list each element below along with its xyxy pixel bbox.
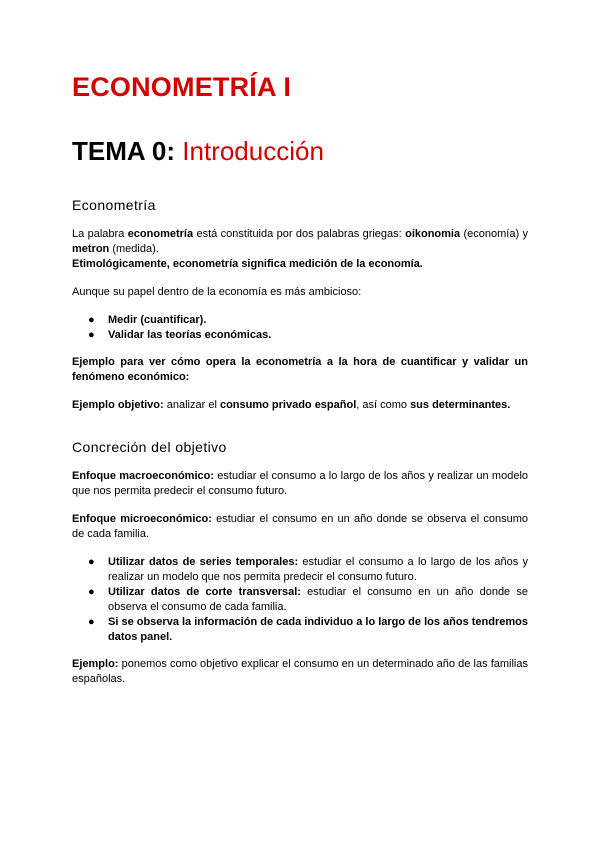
text-run: (medida). (109, 243, 159, 255)
objective-subject: consumo privado español (219, 399, 357, 411)
section-concrecion (72, 439, 528, 687)
term-econometria: econometría (127, 228, 194, 240)
example-text: ponemos como objetivo explicar el consumo en un determinado año de las familias españolas. (72, 658, 528, 685)
objective-determinants: sus determinantes. (410, 399, 511, 411)
list-item-label: Utilizar datos de corte transversal: (108, 586, 301, 598)
bullet-icon: ● (88, 329, 95, 341)
bullet-icon: ● (88, 556, 95, 568)
micro-text: estudiar el consumo en un año donde se observa el consumo de cada familia. (72, 513, 528, 540)
text-run: está constituida por dos palabras griegas: (193, 228, 406, 240)
list-item-text: estudiar el consumo en un año donde se observa el consumo de cada familia. (108, 586, 529, 613)
list-item-text: Medir (cuantificar). (108, 314, 207, 326)
macro-label: Enfoque macroeconómico: (72, 470, 215, 482)
etymology-paragraph (72, 257, 528, 272)
list-item (72, 585, 528, 615)
bullet-icon: ● (88, 314, 95, 326)
example-intro-paragraph (72, 355, 528, 385)
objective-paragraph (72, 398, 528, 413)
definition-paragraph (72, 227, 528, 257)
etymology-text: Etimológicamente, econometría significa medición de la economía. (72, 258, 423, 270)
data-types-list (72, 555, 528, 645)
micro-paragraph (72, 512, 528, 542)
macro-paragraph (72, 469, 528, 499)
term-metron: metron (72, 243, 110, 255)
micro-label: Enfoque microeconómico: (72, 513, 212, 525)
list-item (72, 555, 528, 585)
list-item-text: Validar las teorías económicas. (108, 329, 272, 341)
topic-title (72, 136, 324, 167)
intro-paragraph: Aunque su papel dentro de la economía es más ambicioso: (72, 286, 362, 298)
section-heading: Concreción del objetivo (72, 439, 227, 455)
text-run: , así como (356, 399, 411, 411)
example-intro-text: Ejemplo para ver cómo opera la econometría a la hora de cuantificar y validar un fenómeno económico: (72, 356, 528, 383)
list-item (72, 328, 528, 343)
example-label: Ejemplo: (72, 658, 119, 670)
objective-label: Ejemplo objetivo: (72, 399, 164, 411)
topic-prefix: TEMA 0: (72, 136, 176, 166)
text-run: (economía) y (460, 228, 528, 240)
term-oikonomia: oikonomia (405, 228, 461, 240)
goals-list (72, 313, 528, 343)
list-item-text: estudiar el consumo a lo largo de los años y realizar un modelo que nos permita predecir el consumo futuro. (108, 556, 529, 583)
section-heading: Econometría (72, 197, 156, 213)
topic-name: Introducción (182, 136, 324, 166)
document-content (72, 197, 528, 700)
document-title: ECONOMETRÍA I (72, 72, 292, 102)
text-run: La palabra (72, 228, 128, 240)
example-paragraph (72, 657, 528, 687)
bullet-icon: ● (88, 586, 95, 598)
list-item (72, 313, 528, 328)
list-item (72, 615, 528, 645)
list-item-label: Si se observa la información de cada individuo a lo largo de los años tendremos datos panel. (108, 616, 528, 643)
bullet-icon: ● (88, 616, 95, 628)
list-item-label: Utilizar datos de series temporales: (108, 556, 299, 568)
section-econometria (72, 197, 528, 413)
macro-text: estudiar el consumo a lo largo de los años y realizar un modelo que nos permita predecir el consumo futuro. (72, 470, 529, 497)
text-run: analizar el (163, 399, 220, 411)
